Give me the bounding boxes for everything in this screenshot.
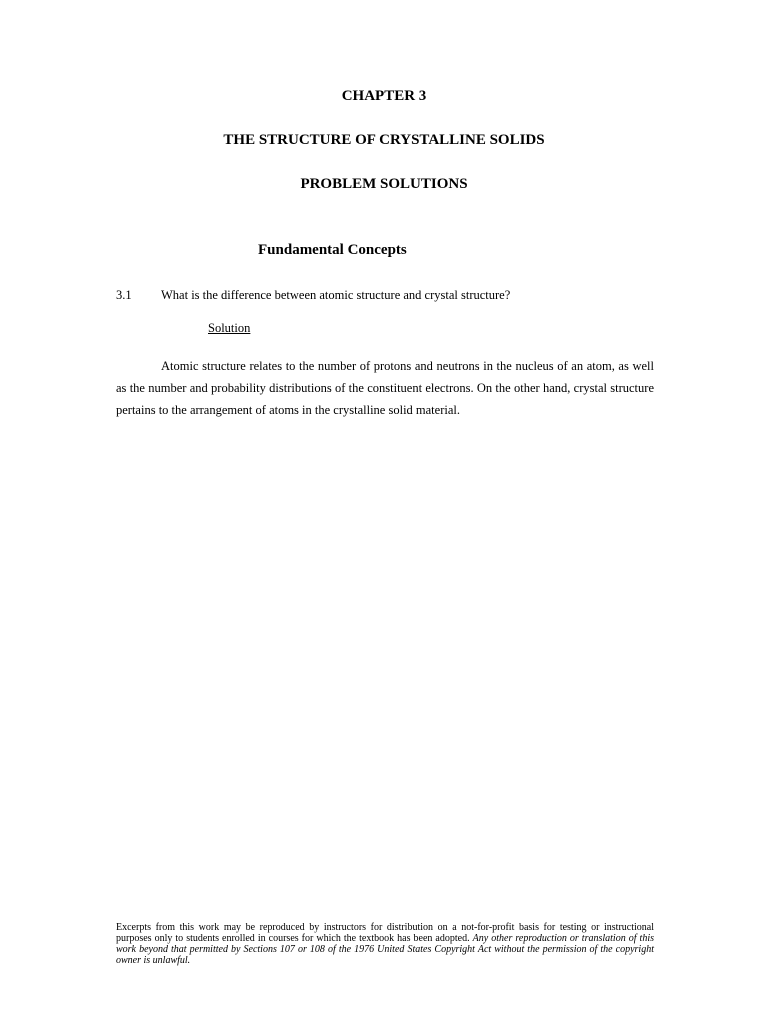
solution-answer: Atomic structure relates to the number of protons and neutrons in the nucleus of an atom, as well as the number and probability distributions of the constituent electrons. On the other hand, crystal structure pertains to the arrangement of atoms in the crystalline solid material. xyxy=(116,359,654,417)
footer-normal-text: Excerpts from this work may be reproduced by instructors for distribution on a not-for-profit basis for testing or instructional purposes only to students enrolled in courses for which the textbook has been adopted. xyxy=(116,922,654,944)
chapter-title: THE STRUCTURE OF CRYSTALLINE SOLIDS xyxy=(223,132,545,148)
problem-solutions-heading: PROBLEM SOLUTIONS xyxy=(300,176,468,192)
problem-question: What is the difference between atomic structure and crystal structure? xyxy=(161,288,511,302)
copyright-footer xyxy=(116,922,654,966)
chapter-heading: CHAPTER 3 xyxy=(341,88,427,104)
footer-italic-text: Any other reproduction or translation of this work beyond that permitted by Sections 107 or 108 of the 1976 United States Copyright Act without the permission of the copyright owner is unlawful. xyxy=(116,933,655,966)
solution-label: Solution xyxy=(208,321,251,335)
section-heading: Fundamental Concepts xyxy=(258,242,407,258)
problem-number: 3.1 xyxy=(116,288,132,302)
